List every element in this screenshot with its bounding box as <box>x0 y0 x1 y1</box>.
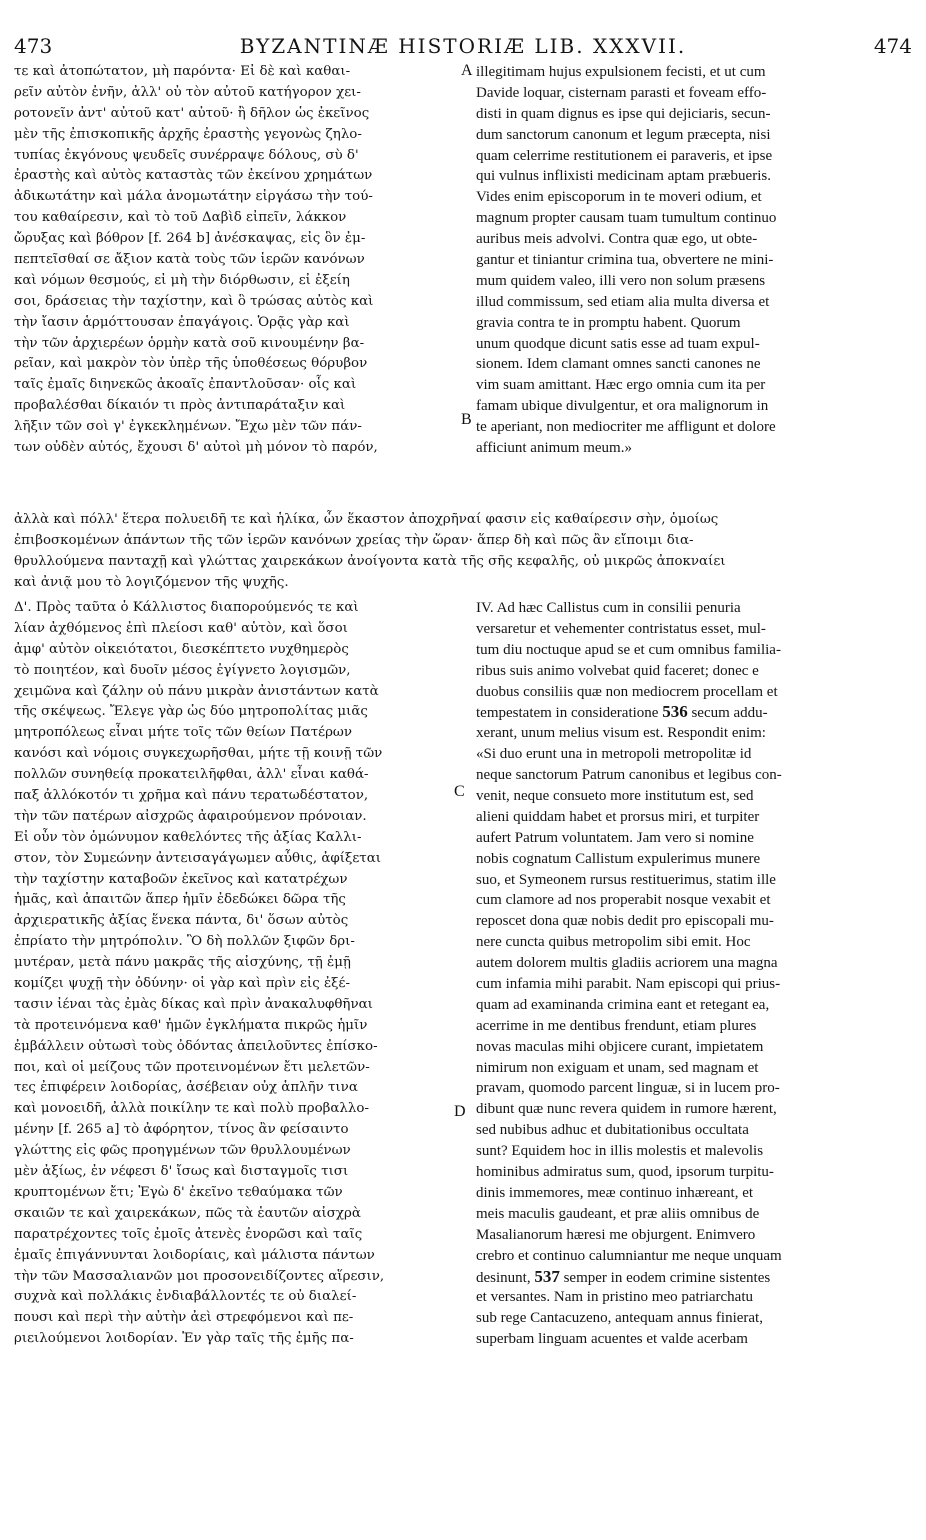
text-line: sionem. Idem clamant omnes sancti canones ne <box>476 356 761 373</box>
text-line: ρεῖν αὐτὸν ἐνῆν, ἀλλ' οὐ τὸν αὐτοῦ κατήγορον χει- <box>14 84 361 100</box>
text-line: qui vulnus inflixisti medicinam aptam præbueris. <box>476 168 771 185</box>
text-line: ριειλούμενοι λοιδορίαν. Ἐν γὰρ ταῖς τῆς ἐμῆς πα- <box>14 1331 354 1347</box>
text-line: καὶ ἀνιᾷ μου τὸ λογιζόμενον τῆς ψυχῆς. <box>14 574 289 590</box>
text-line: τὴν τῶν πατέρων αἰσχρῶς ἀφαιρούμενον πρόνοιαν. <box>14 808 367 824</box>
edition-page-number: 537 <box>534 1266 560 1286</box>
text-line: autem dolorem multis gladiis acriorem una magna <box>476 955 778 972</box>
text-line: ρεῖαν, καὶ μακρὸν τὸν ὑπὲρ τῆς ὑποθέσεως θόρυβον <box>14 356 368 372</box>
text-line <box>476 702 912 723</box>
text-line: crebro et continuo calumniantur me neque unquam <box>476 1247 782 1264</box>
text-line: λῆξιν τῶν σοὶ γ' ἐγκεκλημένων. Ἔχω μὲν τῶν πάν- <box>14 419 362 435</box>
text-segment: tempestatem in consideratione <box>476 705 663 722</box>
text-line: cum clamore ad nos properabit nosque vexabit et <box>476 892 771 909</box>
text-line: Εἰ οὖν τὸν ὁμώνυμον καθελόντες τῆς ἀξίας Καλλι- <box>14 829 362 845</box>
text-line: καὶ μονοειδῆ, ἀλλὰ ποικίλην τε καὶ πολὺ προβαλλο- <box>14 1101 369 1117</box>
text-line: ἀλλὰ καὶ πόλλ' ἕτερα πολυειδῆ τε καὶ ἡλίκα, ὧν ἕκαστον ἀποχρῆναί φασιν εἰς καθαίρεσιν σὴν, ὁμοίως <box>14 512 719 527</box>
running-title: BYZANTINÆ HISTORIÆ LIB. XXXVII. <box>239 34 687 58</box>
text-line: sed nubibus adhuc et dubitationibus occultata <box>476 1122 749 1139</box>
text-segment: semper in eodem crimine sistentes <box>559 1269 771 1286</box>
text-line: auribus meis advolvi. Contra quæ ego, ut obte- <box>476 231 758 248</box>
text-line <box>476 1267 912 1288</box>
text-line: μυτέραν, μετὰ πάνυ μακρᾶς τῆς αἰσχύνης, τῇ ἐμῇ <box>14 955 351 971</box>
text-line: τὰ προτεινόμενα καθ' ἡμῶν ἐγκλήματα πικρῶς ἡμῖν <box>14 1017 368 1033</box>
text-line: ποι, καὶ οἱ μείζους τῶν προτεινομένων ἔτι μελετῶν- <box>14 1059 370 1075</box>
text-line: κανόσι καὶ νόμοις συγκεχωρῆσθαι, μήτε τῇ κοινῇ τῶν <box>14 746 383 762</box>
text-line: τὴν τῶν ἀρχιερέων ὁρμὴν κατὰ σοῦ κινουμένην βα- <box>14 335 365 351</box>
text-segment: secum addu- <box>687 705 768 722</box>
text-line: pravam, quomodo parcent linguæ, si in lucem pro- <box>476 1080 780 1097</box>
margin-mark-d: D <box>454 1103 466 1120</box>
text-line: xerant, unum melius visum est. Respondit enim: <box>476 725 766 742</box>
text-line: τὸ ποιητέον, καὶ δυοῖν μέσος ἐγίγνετο λογισμῶν, <box>14 662 351 678</box>
text-line: σκαιῶν τε καὶ χαιρεκάκων, πῶς τὰ ἑαυτῶν αἰσχρὰ <box>14 1205 361 1221</box>
text-line: venit, neque consueto more institutum est, sed <box>476 788 754 805</box>
text-line: gantur et tiniantur crimina tua, obvertere ne mini- <box>476 252 774 269</box>
text-line: hominibus admiratus sum, quod, ipsorum turpitu- <box>476 1164 774 1181</box>
text-line: sunt? Equidem hoc in illis molestis et malevolis <box>476 1143 764 1160</box>
text-line: illud commissum, sed etiam alia multa diversa et <box>476 293 770 310</box>
text-line: mum quidem valeo, illi vero non solum præsens <box>476 272 766 289</box>
margin-mark-a: A <box>461 62 473 79</box>
text-line: quam ad examinanda crimina eant et retegant ea, <box>476 996 770 1013</box>
text-line: ταῖς ἐμαῖς διηνεκῶς ἀκοαῖς ἐπαντλοῦσαν· οἷς καὶ <box>14 377 357 393</box>
text-segment: desinunt, <box>476 1269 535 1286</box>
text-line: κομίζει ψυχῇ τὴν ὀδύνην· οἱ γὰρ καὶ πρὶν εἰς ἐξέ- <box>14 976 350 992</box>
text-line: πεπτεῖσθαί σε ἄξιον κατὰ τοὺς τῶν ἱερῶν κανόνων <box>14 252 365 268</box>
text-line: vim suam amittant. Hæc ergo omnia cum ita per <box>476 377 766 394</box>
text-line: μένην [f. 265 a] τὸ ἀφόρητον, τίνος ἂν φείσαιντο <box>14 1122 349 1138</box>
text-line: disti in quam dignus es ipse qui dejiciaris, secun- <box>476 105 771 122</box>
text-line: χειμῶνα καὶ ζάλην οὐ πάνυ μικρὰν ἀνιστάντων κατὰ <box>14 683 379 699</box>
text-line: γλώττης εἰς φῶς προηγμένων τῶν θρυλλουμένων <box>14 1143 351 1159</box>
greek-column-top <box>14 62 460 459</box>
text-line: famam ubique divulgentur, et ora malignorum in <box>476 398 769 415</box>
text-line: ribus suis animo volvebat quid faceret; donec e <box>476 662 759 679</box>
text-line: τυπίας ἐκγόνους ψευδεῖς συνέρραψε δόλους, σὺ δ' <box>14 147 359 163</box>
text-line: «Si duo erunt una in metropoli metropolitæ id <box>476 746 752 763</box>
text-line: τες ἐπιφέρειν λοιδορίας, ἀσέβειαν οὐχ ἁπλῆν τινα <box>14 1080 358 1096</box>
text-line: cum infamia mihi parabit. Nam episcopi qui prius- <box>476 976 781 993</box>
text-line: ἀρχιερατικῆς ἀξίας ἕνεκα πάντα, δι' ὅσων αὐτὸς <box>14 913 349 929</box>
text-line: κρυπτομένων ἔτι; Ἐγὼ δ' ἐκεῖνο τεθαύμακα τῶν <box>14 1184 343 1200</box>
text-line: nobis cognatum Callistum expulerimus munere <box>476 850 761 867</box>
text-line: dibunt quæ nunc revera quidem in rumore hærent, <box>476 1101 777 1118</box>
margin-mark-c: C <box>454 783 465 800</box>
text-line: τὴν τῶν Μασσαλιανῶν μοι προσονειδίζοντες αἵρεσιν, <box>14 1268 385 1284</box>
text-line: nimirum non exiguam et unam, sed magnam et <box>476 1059 759 1076</box>
text-line: ἐμαῖς ἐπιγάννυνται λοιδορίαις, καὶ μάλιστα πάντων <box>14 1247 375 1263</box>
text-line: παξ ἀλλόκοτόν τι χρῆμα καὶ πάνυ τερατωδέστατον, <box>14 788 369 804</box>
text-line: nere cuncta quibus metropolim sibi emit. Hoc <box>476 934 751 951</box>
text-line: acerrime in me dentibus frendunt, etiam plures <box>476 1017 757 1034</box>
text-line: tum diu noctuque apud se et cum omnibus familia- <box>476 641 781 658</box>
text-line: unum quodque dicunt satis esse ad tuam expul- <box>476 335 760 352</box>
latin-column-bottom <box>476 598 912 1350</box>
greek-full-width-paragraph <box>14 510 914 594</box>
left-page-number: 473 <box>14 34 53 58</box>
text-line: του καθαίρεσιν, καὶ τὸ τοῦ Δαβὶδ εἰπεῖν, λάκκον <box>14 210 347 226</box>
text-line: μὲν ἀξίως, ἐν νέφεσι δ' ἴσως καὶ δισταγμοῖς τισι <box>14 1164 349 1180</box>
text-line: μητροπόλεως εἶναι μήτε τοῖς τῶν θείων Πατέρων <box>14 725 352 741</box>
text-line: παρατρέχοντες τοῖς ἐμοῖς ἀτενὲς ἐνορῶσι καὶ ταῖς <box>14 1226 363 1242</box>
text-line: τὴν ταχίστην καταβοῶν ἐκεῖνος καὶ κατατρέχων <box>14 871 348 887</box>
text-line: στον, τὸν Συμεώνην ἀντεισαγάγωμεν αὖθις, ἀφίξεται <box>14 850 382 866</box>
text-line: ἐμβάλλειν οὑτωσὶ τοὺς ὀδόντας ἀπειλοῦντες ἐπίσκο- <box>14 1038 378 1054</box>
text-line: te aperiant, non mediocriter me affligunt et dolore <box>476 419 776 436</box>
text-line: aufert Patrum voluntatem. Jam vero si nomine <box>476 829 754 846</box>
text-line: superbam linguam acuentes et valde acerbam <box>476 1331 748 1348</box>
text-line: ὤρυξας καὶ βόθρον [f. 264 b] ἀνέσκαψας, εἰς ὃν ἐμ- <box>14 231 366 247</box>
latin-column-top <box>476 62 912 459</box>
text-line: συχνὰ καὶ πολλάκις ἐνδιαβάλλοντές τε οὐ διαλεί- <box>14 1289 357 1305</box>
right-page-number: 474 <box>873 34 912 58</box>
text-line: καὶ νόμων θεσμούς, εἰ μὴ τὴν διόρθωσιν, εἰ ἐξείη <box>14 272 350 288</box>
text-line: magnum propter causam tuam tumultum continuo <box>476 210 777 227</box>
text-line: θρυλλούμενα πανταχῇ καὶ γλώττας χαιρεκάκων ἀνοίγοντα κατὰ τῆς σῆς κεφαλῆς, οὐ μικρῶς ἀποκναίει <box>14 553 726 569</box>
text-line: τε καὶ ἀτοπώτατον, μὴ παρόντα· Εἰ δὲ καὶ καθαι- <box>14 64 351 79</box>
text-line: ἐπιβοσκομένων ἁπάντων τῆς τῶν ἱερῶν κανόνων χρείας τὴν ὥραν· ἅπερ δὴ καὶ πῶς ἂν εἴποιμι δια- <box>14 532 694 548</box>
text-line: et versantes. Nam in pristino meo patriarchatu <box>476 1289 753 1306</box>
text-line: Δ'. Πρὸς ταῦτα ὁ Κάλλιστος διαπορούμενός τε καὶ <box>14 600 359 615</box>
text-line: versaretur et vehementer contristatus esset, mul- <box>476 620 766 637</box>
text-line: ἀμφ' αὐτὸν οἰκειότατοι, διεσκέπτετο νυχθημερὸς <box>14 641 349 657</box>
text-line: dum sanctorum canonum et legum præcepta, nisi <box>476 126 771 143</box>
text-line: sub rege Cantacuzeno, antequam annus finierat, <box>476 1310 763 1327</box>
text-line: ἐπρίατο τὴν μητρόπολιν. Ὃ δὴ πολλῶν ξιφῶν δρι- <box>14 934 355 950</box>
text-line: Davide loquar, cisternam parasti et foveam effo- <box>476 84 767 101</box>
greek-column-bottom <box>14 598 460 1350</box>
text-line: duobus consiliis quæ non mediocrem procellam et <box>476 683 778 700</box>
text-line: ἐραστὴς καὶ αὐτὸς καταστὰς τῶν ἐκείνου χρημάτων <box>14 168 373 184</box>
edition-page-number: 536 <box>662 702 688 722</box>
text-line: σοι, δράσειας τὴν ταχίστην, καὶ ὃ τρώσας αὐτὸς καὶ <box>14 293 374 309</box>
text-line: alieni quiddam habet et prorsus miri, et turpiter <box>476 808 760 825</box>
text-line: quam celerrime restitutionem ei paraveris, et ipse <box>476 147 773 164</box>
text-line: τῆς σκέψεως. Ἔλεγε γὰρ ὡς δύο μητροπολίτας μιᾶς <box>14 704 368 720</box>
text-line: illegitimam hujus expulsionem fecisti, et ut cum <box>476 64 766 80</box>
text-line: Masalianorum hæresi me objurgent. Enimvero <box>476 1226 756 1243</box>
text-line: gravia contra te in promptu habent. Quorum <box>476 314 741 331</box>
text-line: IV. Ad hæc Callistus cum in consilii penuria <box>476 600 741 616</box>
text-line: neque sanctorum Patrum canonibus et legibus con- <box>476 767 782 784</box>
text-line: προβαλέσθαι δίκαιόν τι πρὸς ἀντιπαράταξιν καὶ <box>14 398 346 414</box>
text-line: ἀδικωτάτην καὶ μάλα ἀνομωτάτην εἰργάσω τὴν τού- <box>14 189 373 205</box>
page-header <box>0 0 926 64</box>
text-line: dinis immemores, meæ continuo inhæreant, et <box>476 1184 754 1201</box>
text-line: meis maculis gaudeant, et præ aliis omnibus de <box>476 1205 760 1222</box>
text-line: Vides enim episcoporum in te moveri odium, et <box>476 189 762 206</box>
text-line: πολλῶν συνηθείᾳ προκατειλῆφθαι, ἀλλ' εἶναι καθά- <box>14 767 369 783</box>
text-line: πουσι καὶ περὶ τὴν αὐτὴν ἀεὶ στρεφόμενοι καὶ πε- <box>14 1310 354 1326</box>
text-line: ἡμᾶς, καὶ ἀπαιτῶν ἅπερ ἡμῖν ἐδεδώκει δῶρα τῆς <box>14 892 346 908</box>
text-line: ροτονεῖν ἀντ' αὐτοῦ κατ' αὐτοῦ· ἢ δῆλον ὡς ἐκεῖνος <box>14 105 370 121</box>
text-line: afficiunt animum meum.» <box>476 440 632 457</box>
text-line: τασιν ἰέναι τὰς ἐμὰς δίκας καὶ πρὶν ἀνακαλυφθῆναι <box>14 996 373 1012</box>
text-line: τὴν ἴασιν ἁρμόττουσαν ἐπαγάγοις. Ὁρᾷς γὰρ καὶ <box>14 314 350 330</box>
text-line: μὲν τῆς ἐπισκοπικῆς ἀρχῆς ἐραστὴς γεγονὼς ζηλο- <box>14 126 362 142</box>
margin-mark-b: B <box>461 411 472 428</box>
text-line: suo, et Symeonem rursus restituerimus, statim ille <box>476 871 776 888</box>
text-line: λίαν ἀχθόμενος ἐπὶ πλείοσι καθ' αὑτὸν, καὶ ὅσοι <box>14 620 348 636</box>
text-line: novas maculas mihi objicere curant, impietatem <box>476 1038 764 1055</box>
text-line: των οὐδὲν αὐτός, ἔχουσι δ' αὐτοὶ μὴ μόνον τὸ παρόν, <box>14 440 378 456</box>
text-line: reposcet dona quæ nobis dedit pro episcopali mu- <box>476 913 774 930</box>
